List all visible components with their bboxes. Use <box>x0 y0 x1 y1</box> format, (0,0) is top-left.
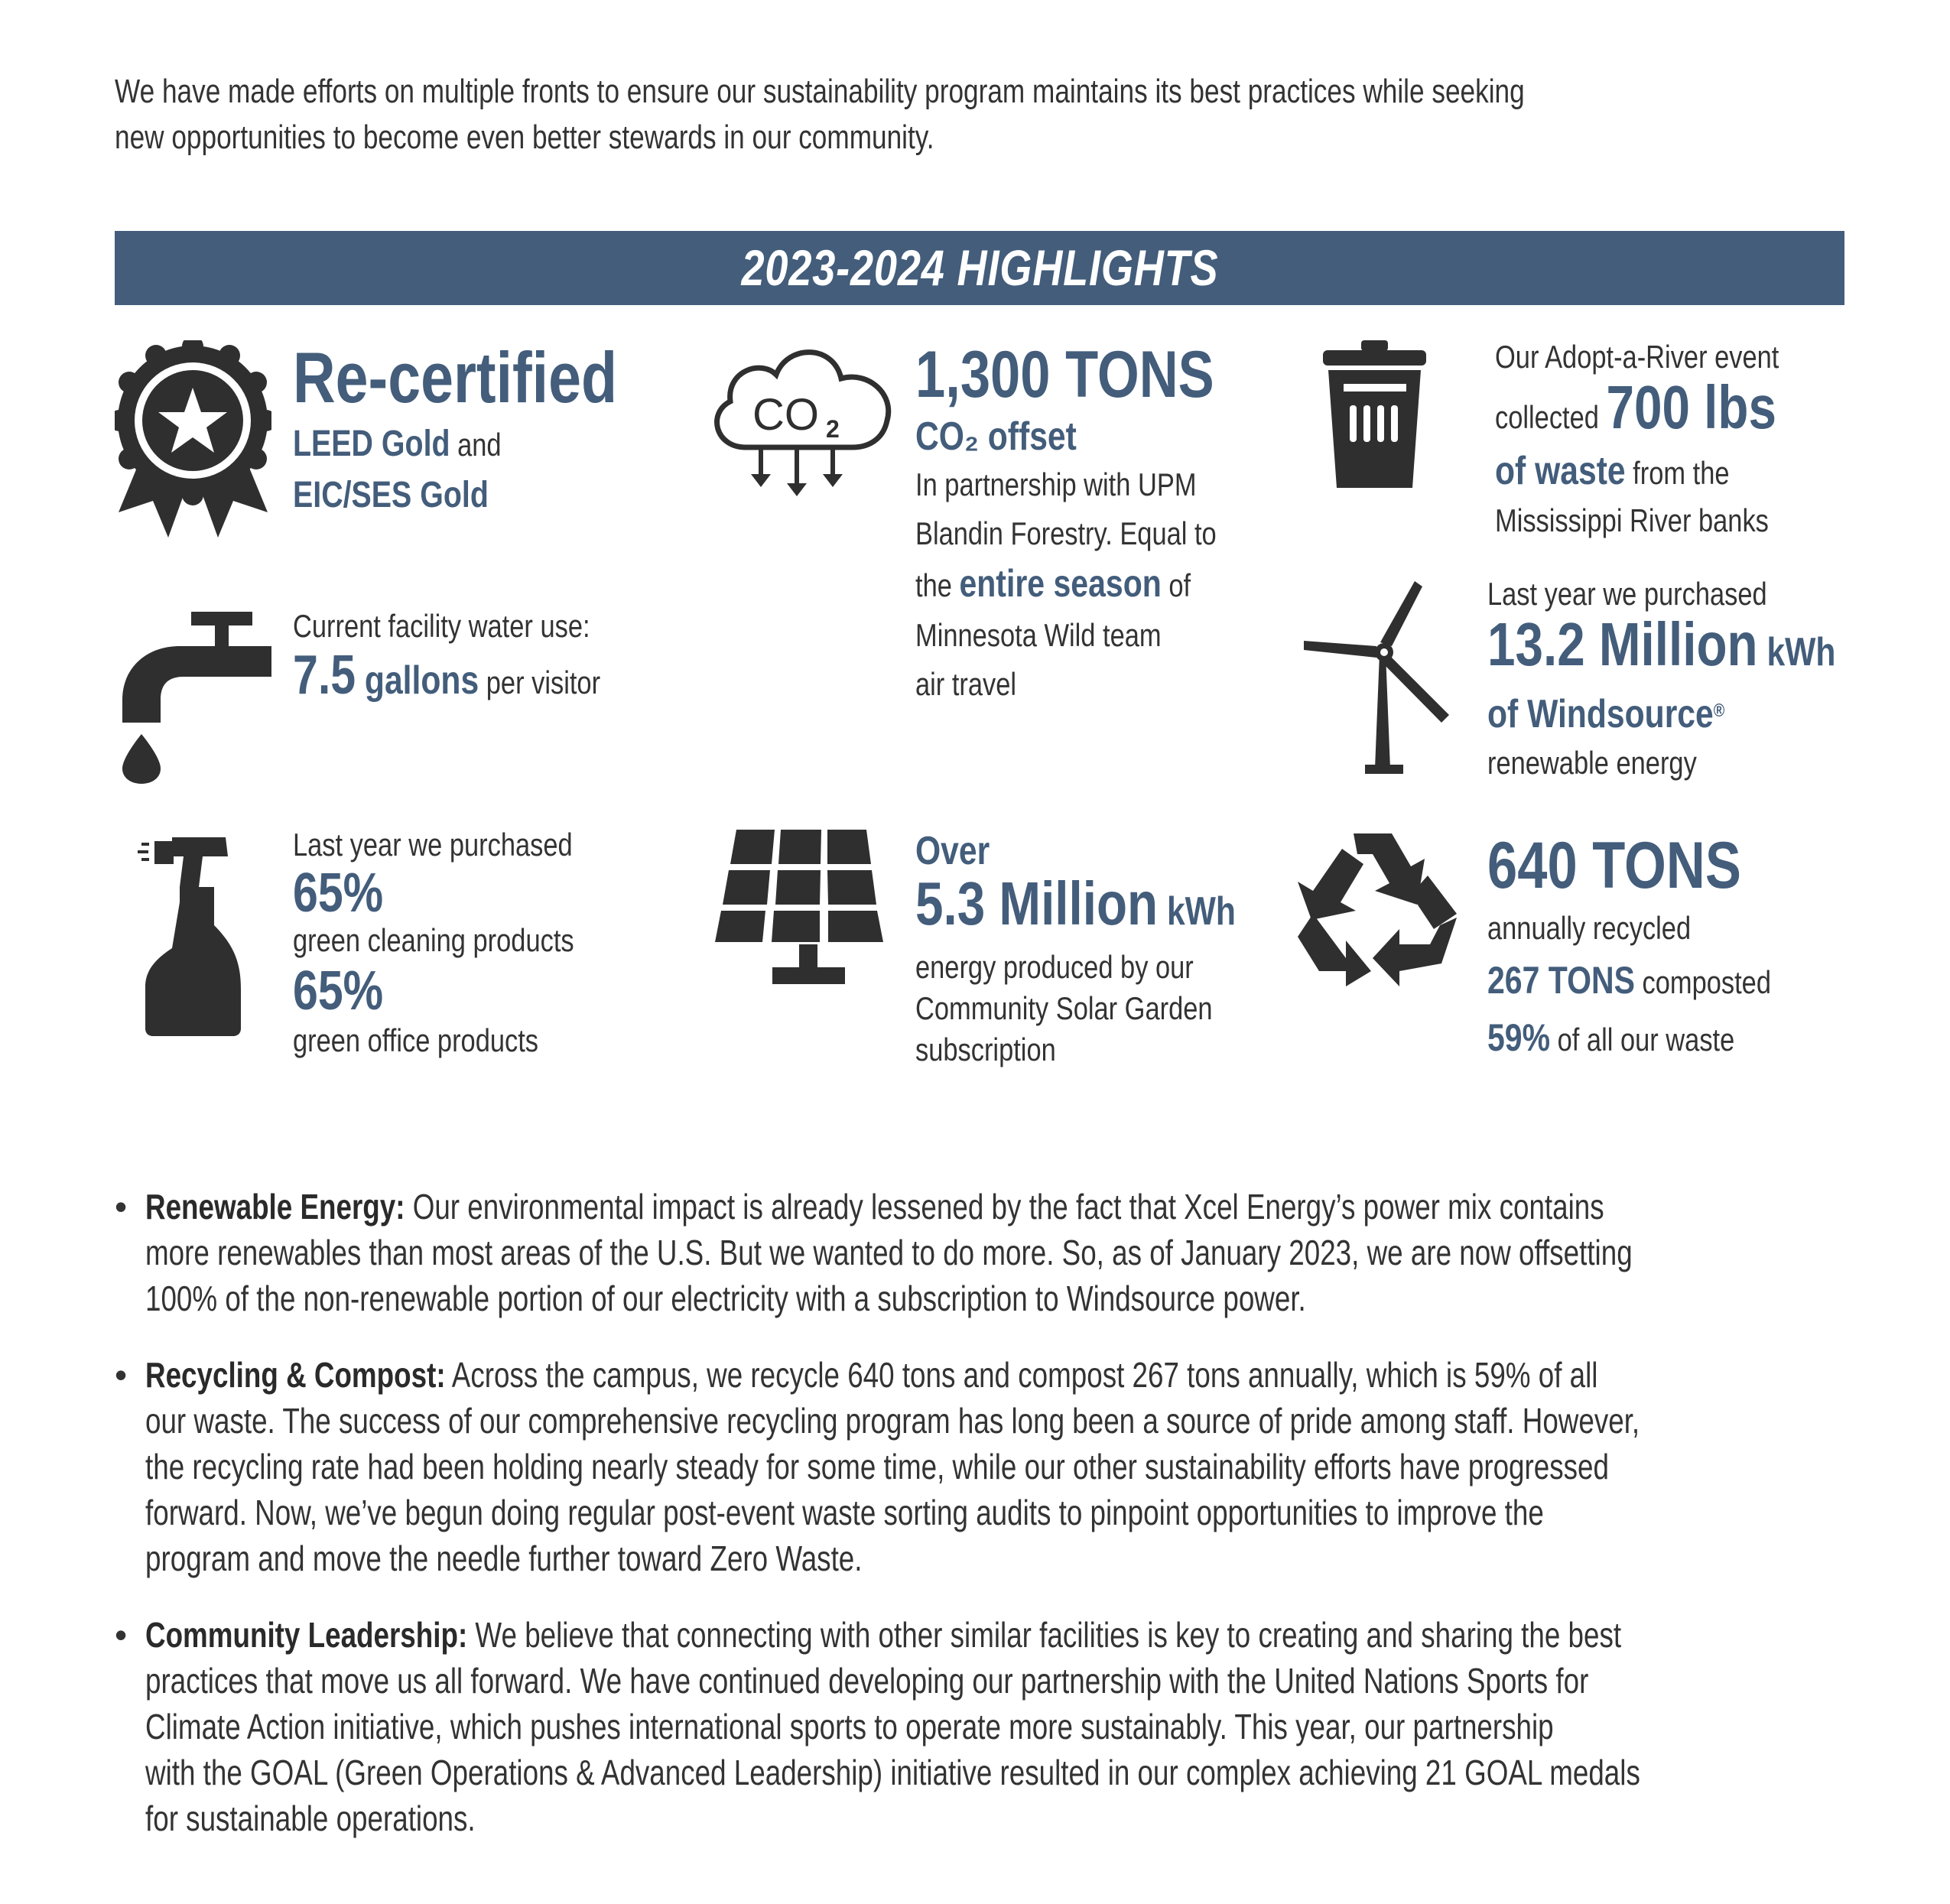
co2-value: 1,300 TONS <box>915 338 1214 411</box>
cleaning-pct-1: 65% <box>293 863 384 924</box>
recycle-of-waste: of all our waste <box>1550 1022 1735 1058</box>
highlight-water <box>293 608 668 715</box>
bullet-dot: • <box>115 1615 128 1655</box>
highlight-co2 <box>915 336 1282 709</box>
bullet-line: Across the campus, we recycle 640 tons and compost 267 tons annually, which is 59% of all <box>445 1355 1598 1395</box>
river-line-4: Mississippi River banks <box>1495 502 1769 538</box>
highlight-river <box>1495 335 1841 543</box>
bullet-line: Our environmental impact is already lessened by the fact that Xcel Energy’s power mix contains <box>405 1187 1604 1227</box>
svg-text:2: 2 <box>826 415 840 443</box>
wind-turbine-icon <box>1300 577 1453 776</box>
bullet-title: Community Leadership: <box>145 1615 468 1655</box>
solar-over: Over <box>915 829 990 873</box>
highlight-leed <box>293 336 688 521</box>
solar-line-1: energy produced by our <box>915 949 1194 985</box>
cleaning-pct-2: 65% <box>293 960 384 1022</box>
river-value: 700 lbs <box>1606 373 1776 441</box>
co2-line-5: air travel <box>915 666 1017 702</box>
solar-line-2: Community Solar Garden <box>915 990 1213 1026</box>
co2-entire-season: entire season <box>959 562 1162 605</box>
bullet-recycling-compost <box>115 1352 1844 1581</box>
spray-bottle-icon <box>138 833 245 1036</box>
bullet-community-leadership <box>115 1612 1844 1841</box>
recycle-pct: 59% <box>1487 1016 1551 1059</box>
recycle-composted: composted <box>1634 964 1771 1000</box>
co2-line-4: Minnesota Wild team <box>915 617 1162 653</box>
solar-value: 5.3 Million <box>915 869 1159 937</box>
bullet-line: practices that move us all forward. We have continued developing our partnership with the United Nations Sports for <box>145 1661 1589 1701</box>
water-unit: gallons <box>356 658 479 703</box>
water-label: Current facility water use: <box>293 608 590 644</box>
wind-windsource: of Windsource <box>1487 692 1714 736</box>
solar-line-3: subscription <box>915 1032 1056 1067</box>
bullet-renewable-energy <box>115 1184 1844 1321</box>
bullet-line: the recycling rate had been holding nearly steady for some time, while our other sustainability efforts have progressed <box>145 1447 1609 1486</box>
co2-sub: CO₂ offset <box>915 414 1077 459</box>
wind-registered-mark: ® <box>1713 700 1725 721</box>
intro-paragraph <box>115 69 1896 161</box>
intro-line-2: new opportunities to become even better stewards in our community. <box>115 119 934 156</box>
bullet-line: program and move the needle further toward Zero Waste. <box>145 1538 863 1578</box>
highlight-solar <box>915 830 1306 1071</box>
wind-value: 13.2 Million <box>1487 610 1758 678</box>
recycle-icon <box>1296 830 1461 986</box>
eic-ses-gold-label: EIC/SES Gold <box>293 475 489 515</box>
river-line-1: Our Adopt-a-River event <box>1495 339 1779 375</box>
bullet-line: 100% of the non-renewable portion of our electricity with a subscription to Windsource power. <box>145 1279 1306 1318</box>
cleaning-label-2: green office products <box>293 1022 539 1058</box>
svg-text:CO: CO <box>752 390 819 440</box>
leed-headline: Re-certified <box>293 337 618 418</box>
highlight-wind <box>1487 575 1912 785</box>
solar-unit: kWh <box>1158 889 1236 934</box>
bullet-line: forward. Now, we’ve begun doing regular post-event waste sorting audits to pinpoint opportunities to improve the <box>145 1493 1544 1532</box>
highlights-banner <box>115 231 1844 305</box>
bullet-list <box>115 1184 1844 1872</box>
recycle-value: 640 TONS <box>1487 829 1741 902</box>
bullet-line: for sustainable operations. <box>145 1798 476 1838</box>
highlight-cleaning <box>293 826 635 1061</box>
water-value: 7.5 <box>293 645 356 706</box>
cleaning-label-1: green cleaning products <box>293 922 574 958</box>
trash-can-icon <box>1319 336 1430 489</box>
water-faucet-icon <box>115 612 271 784</box>
co2-line-3c: of <box>1161 567 1191 603</box>
bullet-title: Renewable Energy: <box>145 1187 405 1227</box>
river-from-the: from the <box>1625 455 1730 491</box>
bullet-title: Recycling & Compost: <box>145 1355 446 1395</box>
bullet-line: more renewables than most areas of the U.S. But we wanted to do more. So, as of January 2023, we are now offsetting <box>145 1233 1633 1272</box>
river-of-waste: of waste <box>1495 449 1626 493</box>
bullet-line: Climate Action initiative, which pushes international sports to operate more sustainably. This year, our partnership <box>145 1707 1554 1746</box>
recycle-compost-value: 267 TONS <box>1487 959 1635 1002</box>
cleaning-intro: Last year we purchased <box>293 827 573 863</box>
bullet-line: We believe that connecting with other similar facilities is key to creating and sharing the best <box>467 1615 1622 1655</box>
award-ribbon-icon <box>115 340 271 543</box>
bullet-dot: • <box>115 1187 128 1227</box>
water-suffix: per visitor <box>479 664 601 700</box>
river-collected: collected <box>1495 399 1607 435</box>
highlight-recycle <box>1487 827 1833 1067</box>
co2-line-3a: the <box>915 567 960 603</box>
wind-line-4: renewable energy <box>1487 745 1697 781</box>
leed-gold-label: LEED Gold <box>293 424 450 464</box>
bullet-line: with the GOAL (Green Operations & Advanced Leadership) initiative resulted in our complex achieving 21 GOAL medals <box>145 1753 1640 1792</box>
co2-cloud-icon <box>704 340 902 497</box>
intro-line-1: We have made efforts on multiple fronts to ensure our sustainability program maintains its best practices while seeking <box>115 73 1525 110</box>
recycle-line-1: annually recycled <box>1487 910 1692 946</box>
co2-line-2: Blandin Forestry. Equal to <box>915 515 1217 551</box>
wind-intro: Last year we purchased <box>1487 576 1767 612</box>
leed-and-label: and <box>450 427 502 463</box>
bullet-dot: • <box>115 1355 128 1395</box>
solar-panel-icon <box>715 830 902 986</box>
bullet-line: our waste. The success of our comprehensive recycling program has long been a source of pride among staff. However, <box>145 1401 1640 1441</box>
wind-unit: kWh <box>1757 630 1836 674</box>
banner-title: 2023-2024 HIGHLIGHTS <box>741 239 1218 296</box>
co2-line-1: In partnership with UPM <box>915 466 1197 502</box>
